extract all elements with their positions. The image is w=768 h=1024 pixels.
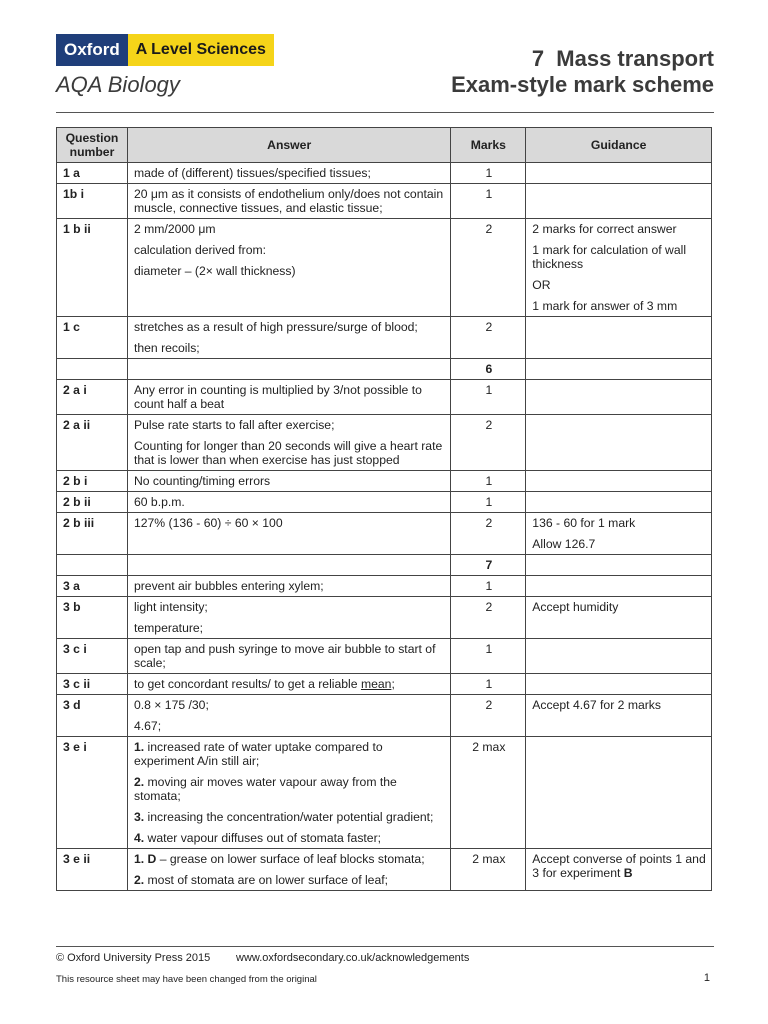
guidance-cell: [526, 492, 712, 513]
question-number-cell: 2 b ii: [57, 492, 128, 513]
marks-cell: 2: [451, 317, 526, 359]
total-row: [57, 555, 712, 576]
question-number-cell: 3 e i: [57, 737, 128, 849]
table-row: [57, 415, 712, 471]
answer-line: temperature;: [133, 621, 204, 635]
guidance-cell: [526, 163, 712, 184]
table-row: [57, 380, 712, 415]
guidance-line: 136 - 60 for 1 mark: [532, 516, 636, 530]
answer-line: Pulse rate starts to fall after exercise;: [133, 418, 335, 432]
answer-line: to get concordant results/ to get a reliable mean;: [133, 677, 395, 691]
guidance-line: Allow 126.7: [532, 537, 596, 551]
answer-point-text: water vapour diffuses out of stomata faster;: [144, 831, 382, 845]
table-row: [57, 184, 712, 219]
question-number-cell: 1 c: [57, 317, 128, 359]
answer-cell: [127, 415, 450, 471]
marks-cell: 1: [451, 674, 526, 695]
guidance-emphasis: B: [623, 866, 633, 880]
answer-cell: [127, 695, 450, 737]
answer-point-text: most of stomata are on lower surface of leaf;: [144, 873, 389, 887]
col-header-marks: Marks: [451, 128, 526, 163]
answer-point-number: 4.: [133, 831, 145, 845]
table-row: [57, 513, 712, 555]
answer-cell: [127, 219, 450, 317]
guidance-line: [532, 852, 706, 880]
marks-cell: 6: [451, 359, 526, 380]
marks-cell: 1: [451, 184, 526, 219]
answer-line: then recoils;: [133, 341, 200, 355]
answer-line: Counting for longer than 20 seconds will give a heart rate that is lower than when exercise has just stopped: [133, 439, 443, 467]
guidance-cell: [526, 415, 712, 471]
answer-cell: [127, 555, 450, 576]
logo-series: A Level Sciences: [128, 34, 274, 66]
answer-point-text: increased rate of water uptake compared to experiment A/in still air;: [133, 740, 383, 768]
footer-rule: [56, 946, 714, 947]
guidance-line: 1 mark for calculation of wall thickness: [532, 243, 687, 271]
guidance-cell: [526, 737, 712, 849]
answer-point: [134, 740, 445, 768]
table-body: [57, 163, 712, 891]
marks-cell: 2: [451, 219, 526, 317]
guidance-cell: [526, 380, 712, 415]
answer-line: 0.8 × 175 /30;: [133, 698, 209, 712]
logo-brand: Oxford: [56, 34, 128, 66]
guidance-cell: [526, 576, 712, 597]
col-header-guidance: Guidance: [526, 128, 712, 163]
marks-cell: 2 max: [451, 737, 526, 849]
answer-point-number: 2.: [133, 775, 145, 789]
footer-copyright: © Oxford University Press 2015: [56, 952, 211, 964]
marks-cell: 2: [451, 415, 526, 471]
guidance-line: Accept 4.67 for 2 marks: [532, 698, 661, 712]
answer-cell: [127, 359, 450, 380]
guidance-cell: [526, 219, 712, 317]
guidance-cell: [526, 359, 712, 380]
answer-point-number: 3.: [133, 810, 145, 824]
question-number-cell: 3 c i: [57, 639, 128, 674]
answer-point: [134, 873, 445, 887]
guidance-cell: [526, 639, 712, 674]
answer-cell: [127, 492, 450, 513]
answer-point: [134, 852, 445, 866]
guidance-line: 1 mark for answer of 3 mm: [532, 299, 678, 313]
answer-cell: [127, 674, 450, 695]
answer-line: light intensity;: [133, 600, 208, 614]
table-row: [57, 163, 712, 184]
answer-cell: [127, 849, 450, 891]
answer-point-number: 2.: [133, 873, 145, 887]
answer-line: No counting/timing errors: [133, 474, 271, 488]
guidance-cell: [526, 471, 712, 492]
guidance-cell: [526, 317, 712, 359]
question-number-cell: 3 c ii: [57, 674, 128, 695]
table-row: [57, 737, 712, 849]
question-number-cell: 1 b ii: [57, 219, 128, 317]
answer-cell: [127, 471, 450, 492]
marks-cell: 2: [451, 597, 526, 639]
guidance-cell: [526, 695, 712, 737]
answer-cell: [127, 597, 450, 639]
question-number-cell: 1b i: [57, 184, 128, 219]
question-number-cell: 3 e ii: [57, 849, 128, 891]
footer-note: This resource sheet may have been changed from the original: [56, 974, 317, 985]
marks-cell: 1: [451, 492, 526, 513]
guidance-cell: [526, 849, 712, 891]
col-header-question: Question number: [57, 128, 128, 163]
answer-line: stretches as a result of high pressure/surge of blood;: [133, 320, 418, 334]
answer-line: Any error in counting is multiplied by 3/not possible to count half a beat: [133, 383, 422, 411]
answer-line: made of (different) tissues/specified tissues;: [133, 166, 371, 180]
question-number-cell: 1 a: [57, 163, 128, 184]
total-row: [57, 359, 712, 380]
table-row: [57, 471, 712, 492]
answer-line: diameter – (2× wall thickness): [133, 264, 296, 278]
question-number-cell: 3 a: [57, 576, 128, 597]
answer-point-text: – grease on lower surface of leaf blocks stomata;: [156, 852, 425, 866]
answer-point-number: 1. D: [133, 852, 157, 866]
question-number-cell: [57, 359, 128, 380]
question-number-cell: 2 a ii: [57, 415, 128, 471]
answer-cell: [127, 380, 450, 415]
question-number-cell: 3 b: [57, 597, 128, 639]
table-row: [57, 219, 712, 317]
answer-line: 2 mm/2000 μm: [133, 222, 216, 236]
marks-cell: 1: [451, 163, 526, 184]
guidance-cell: [526, 555, 712, 576]
guidance-cell: [526, 597, 712, 639]
page-header: [56, 34, 714, 114]
question-number-cell: 2 a i: [57, 380, 128, 415]
table-row: [57, 576, 712, 597]
subject-title: AQA Biology: [56, 72, 180, 97]
table-row: [57, 317, 712, 359]
col-header-answer: Answer: [127, 128, 450, 163]
answer-line: 4.67;: [133, 719, 162, 733]
guidance-line: 2 marks for correct answer: [532, 222, 677, 236]
oxford-logo: [56, 34, 274, 66]
answer-line: prevent air bubbles entering xylem;: [133, 579, 324, 593]
answer-line: open tap and push syringe to move air bubble to start of scale;: [133, 642, 436, 670]
answer-point-text: increasing the concentration/water potential gradient;: [144, 810, 434, 824]
marks-cell: 2: [451, 513, 526, 555]
header-rule: [56, 112, 714, 113]
question-number-cell: 2 b iii: [57, 513, 128, 555]
table-header-row: [57, 128, 712, 163]
table-row: [57, 492, 712, 513]
page-number: 1: [703, 972, 710, 984]
marks-cell: 2: [451, 695, 526, 737]
answer-line: calculation derived from:: [133, 243, 267, 257]
marks-cell: 2 max: [451, 849, 526, 891]
footer-url[interactable]: www.oxfordsecondary.co.uk/acknowledgements: [236, 952, 470, 964]
answer-point: [134, 810, 445, 824]
answer-line: 20 μm as it consists of endothelium only/does not contain muscle, connective tissues, and elastic tissue;: [133, 187, 444, 215]
guidance-line: OR: [532, 278, 551, 292]
answer-point: [134, 831, 445, 845]
guidance-line: Accept humidity: [532, 600, 619, 614]
answer-line: 127% (136 - 60) ÷ 60 × 100: [133, 516, 283, 530]
table-row: [57, 674, 712, 695]
answer-cell: [127, 576, 450, 597]
answer-point: [134, 775, 445, 803]
question-number-cell: 3 d: [57, 695, 128, 737]
table-row: [57, 639, 712, 674]
chapter-heading: [451, 46, 714, 98]
table-row: [57, 849, 712, 891]
marks-cell: 1: [451, 471, 526, 492]
marks-cell: 1: [451, 639, 526, 674]
document-title: Exam-style mark scheme: [451, 72, 714, 97]
guidance-text: Accept converse of points 1 and 3 for experiment: [532, 852, 706, 880]
table-row: [57, 597, 712, 639]
answer-cell: [127, 317, 450, 359]
guidance-cell: [526, 513, 712, 555]
question-number-cell: [57, 555, 128, 576]
marks-cell: 1: [451, 576, 526, 597]
guidance-cell: [526, 674, 712, 695]
guidance-cell: [526, 184, 712, 219]
question-number-cell: 2 b i: [57, 471, 128, 492]
mark-scheme-table: [56, 127, 712, 891]
answer-cell: [127, 184, 450, 219]
answer-point-text: moving air moves water vapour away from the stomata;: [133, 775, 397, 803]
marks-cell: 7: [451, 555, 526, 576]
chapter-title: 7 Mass transport: [531, 46, 714, 71]
marks-cell: 1: [451, 380, 526, 415]
answer-point-number: 1.: [133, 740, 145, 754]
answer-line: 60 b.p.m.: [133, 495, 185, 509]
answer-cell: [127, 513, 450, 555]
answer-cell: [127, 639, 450, 674]
table-row: [57, 695, 712, 737]
answer-cell: [127, 737, 450, 849]
answer-cell: [127, 163, 450, 184]
